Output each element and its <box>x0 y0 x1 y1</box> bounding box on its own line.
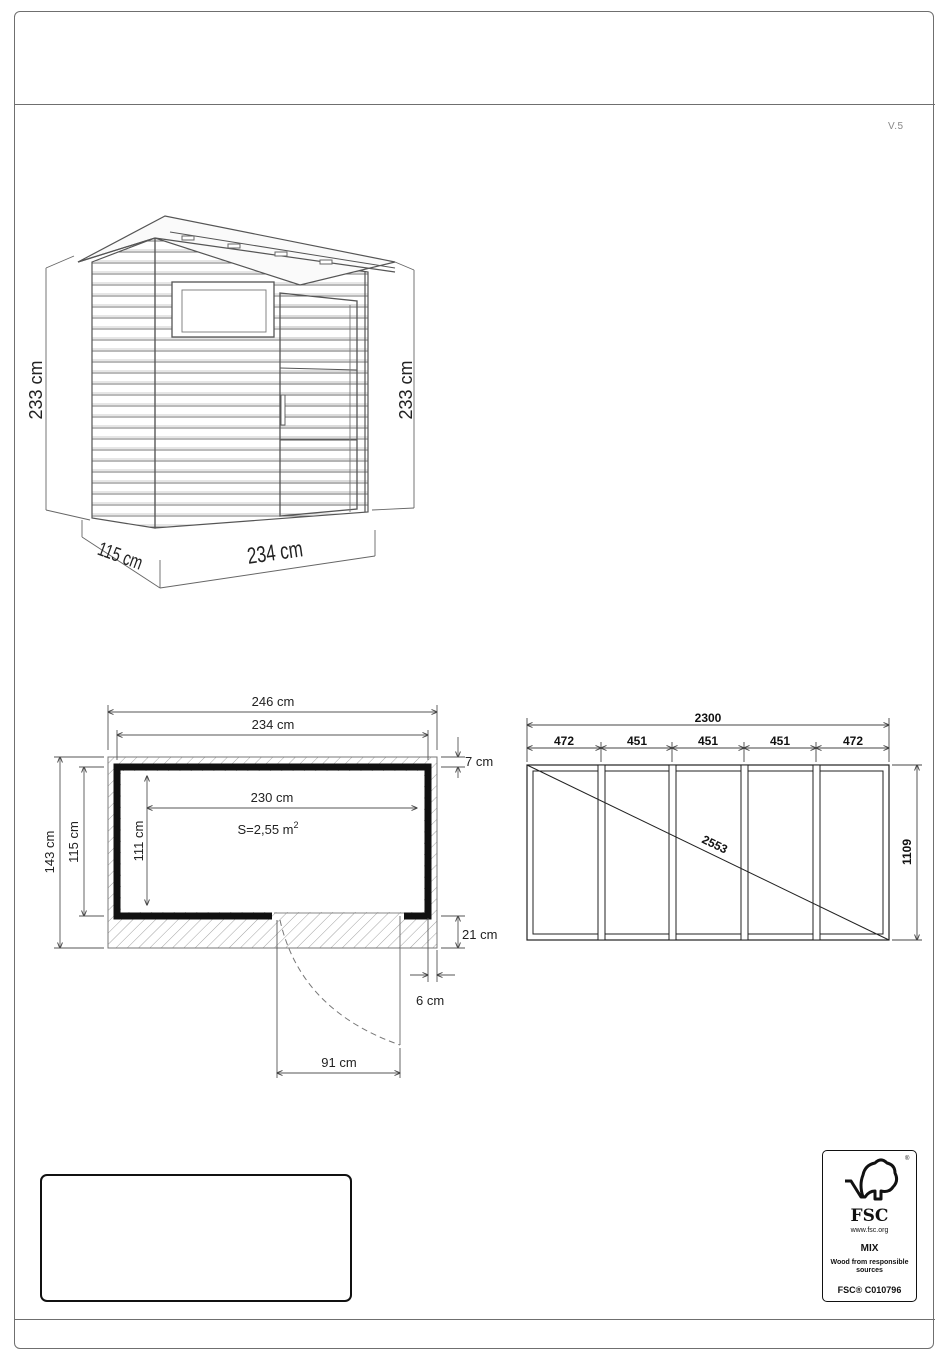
fsc-mix: MIX <box>860 1243 879 1254</box>
dim-wall-width: 234 cm <box>251 717 295 732</box>
elevation-width: 234 cm <box>245 536 305 570</box>
dim-door-offset: 6 cm <box>416 993 445 1008</box>
dim-overall-width: 246 cm <box>251 694 295 709</box>
notes-box <box>40 1174 352 1302</box>
elevation-height-right: 233 cm <box>396 360 416 420</box>
shed-door <box>280 293 357 516</box>
dim-segment-1: 472 <box>553 734 575 748</box>
shed-elevation <box>26 216 416 588</box>
fsc-registered-mark: ® <box>905 1156 910 1162</box>
dim-overall-depth: 143 cm <box>42 830 57 874</box>
dim-segment-5: 472 <box>842 734 864 748</box>
foundation-dim-lines <box>527 718 922 940</box>
dim-inner-depth: 111 cm <box>131 820 146 862</box>
fsc-name: FSC <box>850 1206 889 1226</box>
dim-door-width: 91 cm <box>321 1055 357 1070</box>
dim-foundation-width: 1109 <box>900 838 914 866</box>
door-handle <box>281 395 285 425</box>
dim-segment-2: 451 <box>626 734 648 748</box>
floor-plan <box>42 694 497 1078</box>
dim-wall-depth: 115 cm <box>66 821 81 863</box>
dim-overhang-front: 21 cm <box>462 927 498 942</box>
fsc-code: FSC® C010796 <box>837 1285 902 1295</box>
fsc-url: www.fsc.org <box>850 1227 889 1234</box>
dim-foundation-diagonal: 2553 <box>699 832 730 857</box>
fsc-tree-icon <box>823 1151 918 1207</box>
dim-overhang-back: 7 cm <box>465 754 494 769</box>
version-label: V.5 <box>888 121 904 132</box>
dim-inner-width: 230 cm <box>250 790 294 805</box>
foundation-diagonal <box>527 765 889 940</box>
dim-segment-4: 451 <box>769 734 791 748</box>
foundation-plan <box>527 711 922 940</box>
dim-foundation-length: 2300 <box>694 711 722 725</box>
floor-area: S=2,55 $m^2$ <box>237 820 299 837</box>
shed-side-wall <box>92 238 155 528</box>
elevation-depth: 115 cm <box>94 536 146 575</box>
dim-segment-3: 451 <box>697 734 719 748</box>
fsc-description: Wood from responsible sources <box>830 1259 909 1274</box>
elevation-height-left: 233 cm <box>26 360 46 420</box>
fsc-label <box>822 1150 917 1302</box>
